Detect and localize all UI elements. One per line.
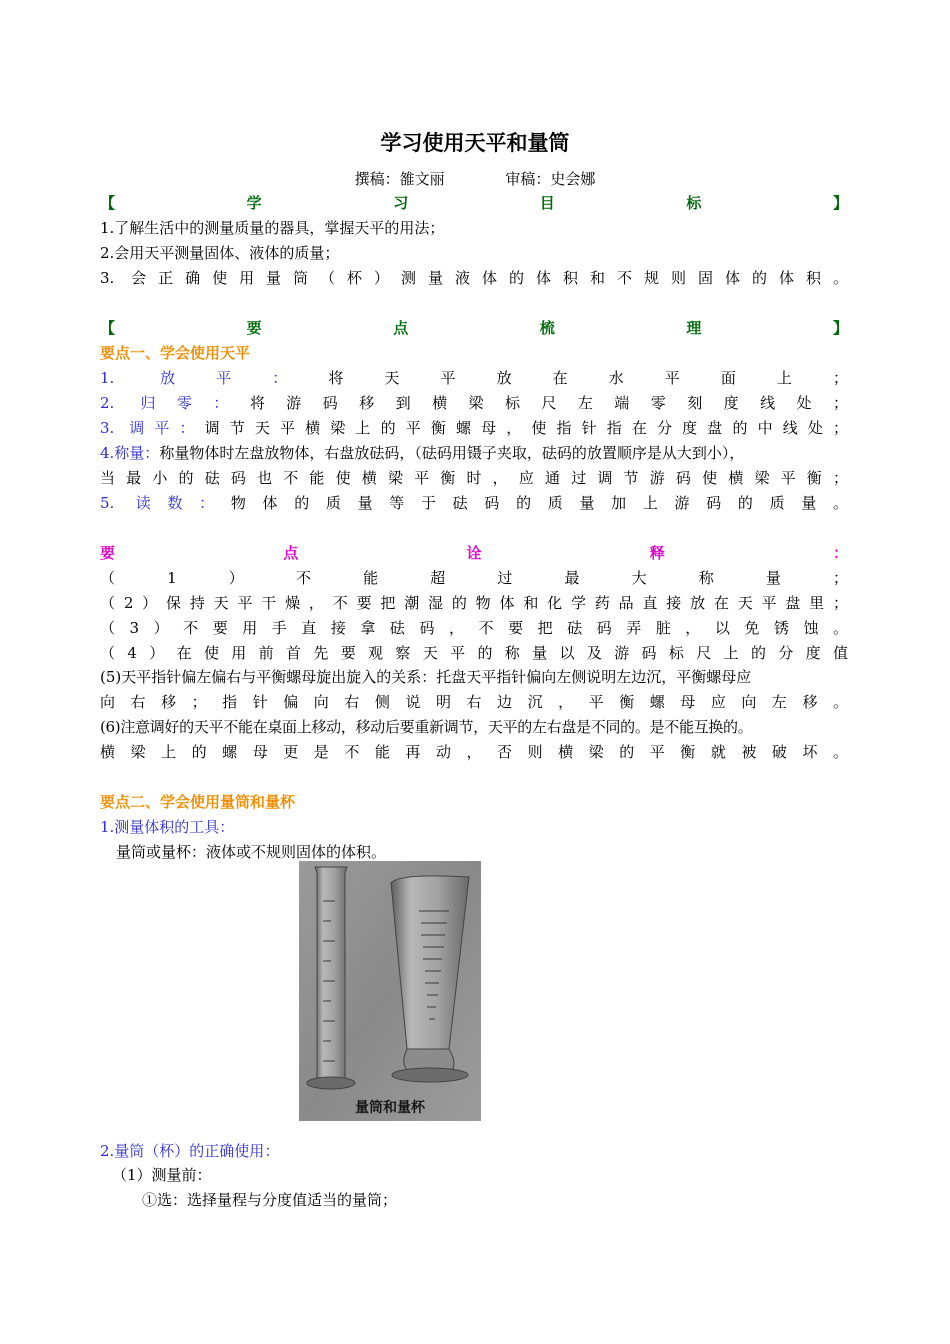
- step-text: 将天平放在水平面上；: [328, 369, 848, 387]
- section-goals-heading: 【学习目标】: [100, 194, 848, 212]
- note-5-continued: 向右移；指针偏向右侧说明右边沉，平衡螺母应向左移。: [100, 693, 848, 711]
- note-6: (6)注意调好的天平不能在桌面上移动，移动后要重新调节，天平的左右盘是不同的。是不能互换的。: [100, 718, 753, 736]
- usage-heading: 2.量筒（杯）的正确使用：: [100, 1142, 280, 1160]
- step-label: 5. 读数：: [100, 494, 231, 512]
- authors-line: [0, 168, 950, 189]
- usage-sub: （1）测量前：: [112, 1166, 212, 1184]
- reviewer: 审稿：史会娜: [505, 170, 596, 188]
- tools-text: 量筒或量杯：液体或不规则固体的体积。: [116, 843, 387, 861]
- step-5: [100, 491, 848, 515]
- notes-heading: 要点诠释：: [100, 544, 848, 562]
- measuring-cylinder-photo: [299, 861, 481, 1121]
- note-5: (5)天平指针偏左偏右与平衡螺母旋出旋入的关系：托盘天平指针偏向左侧说明左边沉，平衡螺母应: [100, 668, 752, 686]
- step-label: 2. 归零：: [100, 394, 250, 412]
- photo-caption: 量筒和量杯: [355, 1100, 425, 1116]
- point2-heading: 要点二、学会使用量筒和量杯: [100, 793, 296, 811]
- note-2: （2）保持天平干燥，不要把潮湿的物体和化学药品直接放在天平盘里；: [100, 594, 848, 612]
- step-text: 物体的质量等于砝码的质量加上游码的质量。: [230, 494, 848, 512]
- note-1: （1）不能超过最大称量；: [100, 569, 848, 587]
- step-2: [100, 391, 848, 415]
- goal-1: 1.了解生活中的测量质量的器具，掌握天平的用法；: [100, 219, 445, 237]
- note-4: （4）在使用前首先要观察天平的称量以及游码标尺上的分度值: [100, 644, 848, 662]
- step-label: 1. 放平：: [100, 369, 329, 387]
- writer: 撰稿：雒文丽: [354, 170, 445, 188]
- step-label: 3. 调平：: [100, 419, 205, 437]
- page-title: 学习使用天平和量筒: [380, 131, 570, 155]
- step-label: 4.称量：: [100, 444, 160, 462]
- note-6-continued: 横梁上的螺母更是不能再动，否则横梁的平衡就被破坏。: [100, 743, 848, 761]
- step-text: 将游码移到横梁标尺左端零刻度线处；: [249, 394, 848, 412]
- step-4-continued: 当最小的砝码也不能使横梁平衡时，应通过调节游码使横梁平衡；: [100, 469, 848, 487]
- step-text: 调节天平横梁上的平衡螺母，使指针指在分度盘的中线处；: [204, 419, 848, 437]
- step-text: 称量物体时左盘放物体，右盘放砝码，（砝码用镊子夹取，砝码的放置顺序是从大到小），: [159, 444, 745, 462]
- step-4: [100, 441, 848, 465]
- section-points-heading: 【要点梳理】: [100, 319, 848, 337]
- goal-2: 2.会用天平测量固体、液体的质量；: [100, 244, 340, 262]
- usage-item: ①选：选择量程与分度值适当的量筒；: [142, 1191, 398, 1209]
- goal-3: 3. 会正确使用量筒（杯）测量液体的体积和不规则固体的体积。: [100, 269, 848, 287]
- note-3: （3）不要用手直接拿砝码，不要把砝码弄脏，以免锈蚀。: [100, 619, 848, 637]
- tools-heading: 1.测量体积的工具：: [100, 818, 235, 836]
- point1-heading: 要点一、学会使用天平: [100, 344, 251, 362]
- step-1: [100, 366, 848, 390]
- step-3: [100, 416, 848, 440]
